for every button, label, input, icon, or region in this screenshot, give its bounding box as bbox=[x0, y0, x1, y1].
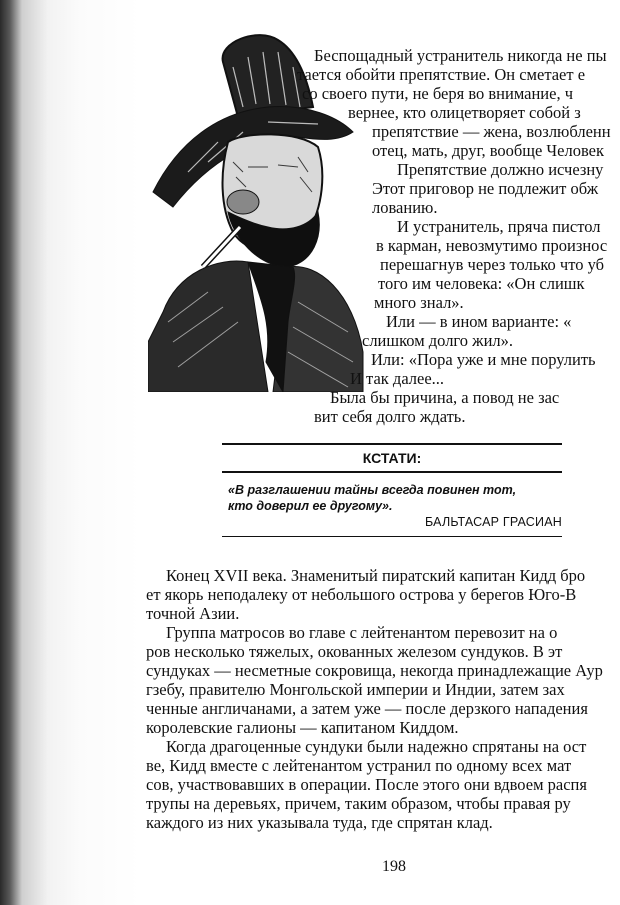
top-text-line: Этот приговор не подлежит обж bbox=[372, 179, 599, 198]
bottom-text-line: Группа матросов во главе с лейтенантом перевозит на о bbox=[166, 623, 558, 642]
top-text-line: много знал». bbox=[374, 293, 464, 312]
top-text-line: Препятствие должно исчезну bbox=[397, 160, 604, 179]
top-text-line: Или: «Пора уже и мне порулить bbox=[371, 350, 596, 369]
top-text-line: вит себя долго ждать. bbox=[314, 407, 466, 426]
kstati-title: КСТАТИ: bbox=[362, 450, 422, 466]
top-text-line: вернее, кто олицетворяет собой з bbox=[348, 103, 581, 122]
top-text-line: Или — в ином варианте: « bbox=[386, 312, 572, 331]
top-text-line: перешагнув через только что уб bbox=[380, 255, 604, 274]
top-text-line: слишком долго жил». bbox=[362, 331, 514, 350]
top-text-line: И устранитель, пряча пистол bbox=[397, 217, 601, 236]
top-text-line: того им человека: «Он слишк bbox=[378, 274, 585, 293]
kstati-bottom-rule bbox=[222, 536, 562, 537]
top-text-line: тается обойти препятствие. Он сметает е bbox=[297, 65, 586, 84]
kstati-quote-line: «В разглашении тайны всегда повинен тот, bbox=[228, 483, 517, 497]
top-text-line: препятствие — жена, возлюбленн bbox=[372, 122, 611, 141]
bottom-text-line: каждого из них указывала туда, где спрятан клад. bbox=[146, 813, 493, 832]
kstati-top-rule bbox=[222, 443, 562, 445]
top-text-line: лованию. bbox=[372, 198, 438, 217]
top-text-line: И так далее... bbox=[350, 369, 445, 388]
page-number: 198 bbox=[382, 858, 406, 875]
bottom-text-line: точной Азии. bbox=[146, 604, 240, 623]
top-text-line: отец, мать, друг, вообще Человек bbox=[372, 141, 604, 160]
kstati-author: БАЛЬТАСАР ГРАСИАН bbox=[425, 515, 562, 529]
bottom-text-line: Когда драгоценные сундуки были надежно спрятаны на ост bbox=[166, 737, 587, 756]
top-text-line: Была бы причина, а повод не зас bbox=[330, 388, 560, 407]
kstati-mid-rule bbox=[222, 471, 562, 473]
top-text-line: со своего пути, не беря во внимание, ч bbox=[302, 84, 574, 103]
top-text-line: в карман, невозмутимо произнос bbox=[376, 236, 608, 255]
kstati-quote-line: кто доверил ее другому». bbox=[228, 499, 393, 513]
bottom-text-line: гзебу, правителю Монгольской империи и Индии, затем зах bbox=[146, 680, 565, 699]
bottom-text-line: сов, участвовавших в операции. После этого они вдвоем распя bbox=[146, 775, 587, 794]
bottom-text-line: ченные англичанами, а затем уже — после дерзкого нападения bbox=[146, 699, 588, 718]
bottom-text-line: трупы на деревьях, причем, таким образом, чтобы правая ру bbox=[146, 794, 571, 813]
bottom-text-line: королевские галионы — капитаном Киддом. bbox=[146, 718, 459, 737]
bottom-text-line: сундуках — несметные сокровища, некогда принадлежащие Аур bbox=[146, 661, 603, 680]
bottom-text-line: ров несколько тяжелых, окованных железом сундуков. В эт bbox=[146, 642, 563, 661]
bottom-text-line: ет якорь неподалеку от небольшого острова у берегов Юго-В bbox=[146, 585, 577, 604]
bottom-text-line: ве, Кидд вместе с лейтенантом устранил по одному всех мат bbox=[146, 756, 572, 775]
bottom-text-line: Конец XVII века. Знаменитый пиратский капитан Кидд бро bbox=[166, 566, 586, 585]
top-text-line: Беспощадный устранитель никогда не пы bbox=[314, 46, 607, 65]
